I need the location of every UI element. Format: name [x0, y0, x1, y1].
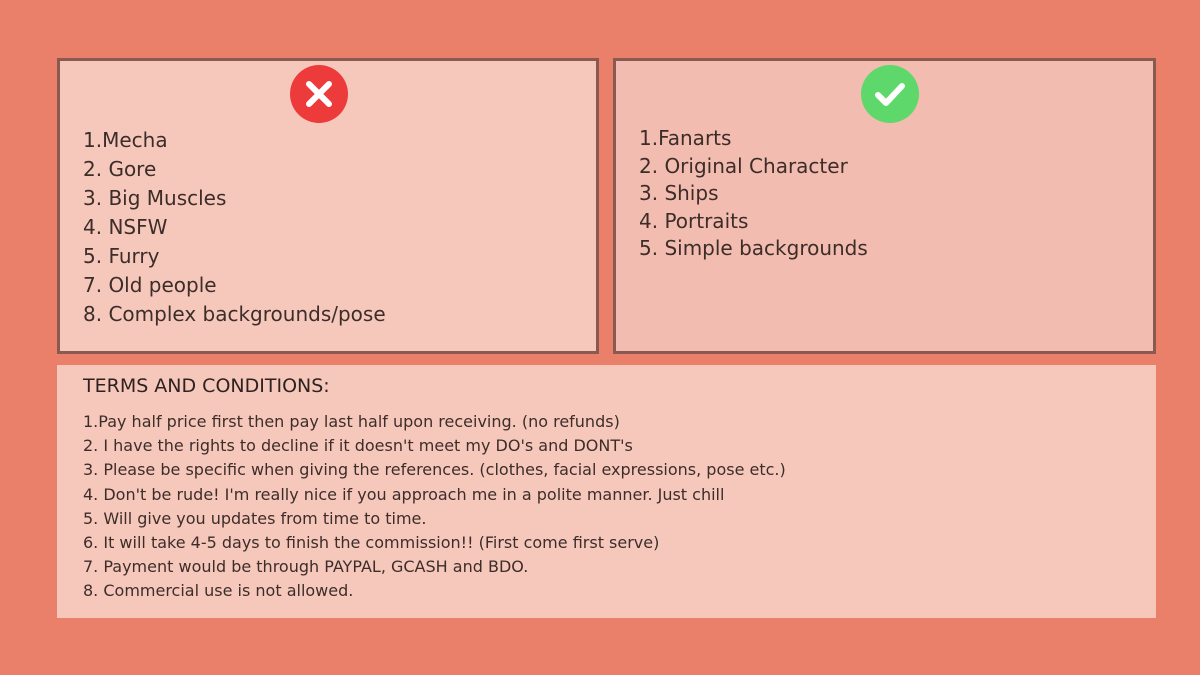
- donts-list: [83, 126, 386, 329]
- list-item: 1.Fanarts: [639, 126, 732, 150]
- list-item: 1.Pay half price first then pay last half upon receiving. (no refunds): [83, 412, 620, 431]
- terms-panel: [57, 365, 1156, 618]
- list-item: 4. Portraits: [639, 208, 749, 233]
- list-item: 3. Please be specific when giving the references. (clothes, facial expressions, pose etc.): [83, 460, 786, 480]
- list-item: 5. Will give you updates from time to time.: [83, 508, 427, 528]
- list-item: 2. Gore: [83, 157, 157, 181]
- list-item: 8. Commercial use is not allowed.: [83, 581, 354, 601]
- list-item: 5. Simple backgrounds: [639, 236, 868, 260]
- terms-list: [83, 410, 786, 604]
- list-item: 4. NSFW: [83, 215, 168, 239]
- dos-panel: [613, 58, 1156, 354]
- dos-list: [639, 125, 868, 263]
- list-item: 4. Don't be rude! I'm really nice if you approach me in a polite manner. Just chill: [83, 484, 725, 504]
- list-item: 7. Old people: [83, 273, 217, 297]
- list-item: 3. Big Muscles: [83, 186, 227, 210]
- list-item: 3. Ships: [639, 181, 719, 205]
- terms-title: TERMS AND CONDITIONS:: [83, 375, 330, 397]
- list-item: 5. Furry: [83, 244, 160, 268]
- x-mark-icon: [290, 65, 348, 123]
- list-item: 2. Original Character: [639, 153, 848, 178]
- list-item: 1.Mecha: [83, 128, 168, 152]
- list-item: 2. I have the rights to decline if it doesn't meet my DO's and DONT's: [83, 436, 633, 456]
- check-mark-icon: [861, 65, 919, 123]
- list-item: 6. It will take 4-5 days to finish the commission!! (First come first serve): [83, 533, 660, 553]
- list-item: 7. Payment would be through PAYPAL, GCASH and BDO.: [83, 557, 529, 577]
- donts-panel: [57, 58, 599, 354]
- list-item: 8. Complex backgrounds/pose: [83, 302, 386, 326]
